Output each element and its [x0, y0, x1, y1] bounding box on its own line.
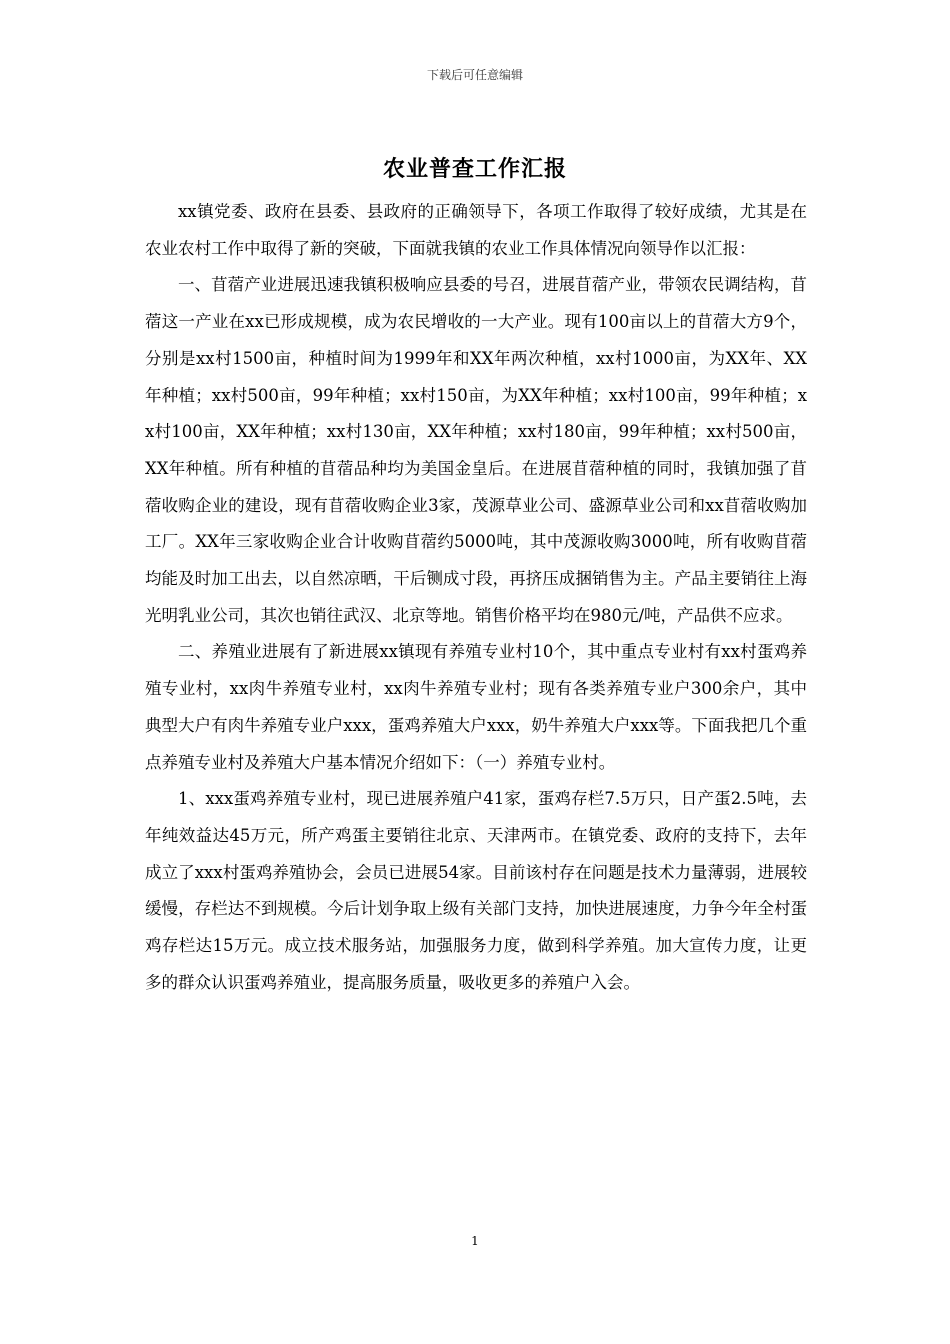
document-body [145, 194, 807, 1001]
paragraph-egg-village: 1、xxx蛋鸡养殖专业村，现已进展养殖户41家，蛋鸡存栏7.5万只，日产蛋2.5吨，去年纯效益达45万元，所产鸡蛋主要销往北京、天津两市。在镇党委、政府的支持下，去年成立了xxx村蛋鸡养殖协会，会员已进展54家。目前该村存在问题是技术力量薄弱，进展较缓慢，存栏达不到规模。今后计划争取上级有关部门支持，加快进展速度，力争今年全村蛋鸡存栏达15万元。成立技术服务站，加强服务力度，做到科学养殖。加大宣传力度，让更多的群众认识蛋鸡养殖业，提高服务质量，吸收更多的养殖户入会。 [145, 789, 807, 992]
paragraph-livestock: 二、养殖业进展有了新进展xx镇现有养殖专业村10个，其中重点专业村有xx村蛋鸡养殖专业村，xx肉牛养殖专业村，xx肉牛养殖专业村；现有各类养殖专业户300余户，其中典型大户有肉牛养殖专业户xxx，蛋鸡养殖大户xxx，奶牛养殖大户xxx等。下面我把几个重点养殖专业村及养殖大户基本情况介绍如下：（一）养殖专业村。 [145, 642, 807, 772]
page-number: 1 [471, 1234, 479, 1248]
paragraph-alfalfa: 一、苜蓿产业进展迅速我镇积极响应县委的号召，进展苜蓿产业，带领农民调结构，苜蓿这一产业在xx已形成规模，成为农民增收的一大产业。现有100亩以上的苜蓿大方9个，分别是xx村1500亩，种植时间为1999年和XX年两次种植，xx村1000亩，为XX年、XX年种植；xx村500亩，99年种植；xx村150亩，为XX年种植；xx村100亩，99年种植；xx村100亩，XX年种植；xx村130亩，XX年种植；xx村180亩，99年种植；xx村500亩，XX年种植。所有种植的苜蓿品种均为美国金皇后。在进展苜蓿种植的同时，我镇加强了苜蓿收购企业的建设，现有苜蓿收购企业3家，茂源草业公司、盛源草业公司和xx苜蓿收购加工厂。XX年三家收购企业合计收购苜蓿约5000吨，其中茂源收购3000吨，所有收购苜蓿均能及时加工出去，以自然凉晒，干后铡成寸段，再挤压成捆销售为主。产品主要销往上海光明乳业公司，其次也销往武汉、北京等地。销售价格平均在980元/吨，产品供不应求。 [145, 275, 807, 625]
document-title: 农业普查工作汇报 [382, 156, 567, 182]
paragraph-intro: xx镇党委、政府在县委、县政府的正确领导下，各项工作取得了较好成绩，尤其是在农业农村工作中取得了新的突破，下面就我镇的农业工作具体情况向领导作以汇报： [145, 202, 807, 258]
header-note: 下载后可任意编辑 [426, 68, 523, 82]
